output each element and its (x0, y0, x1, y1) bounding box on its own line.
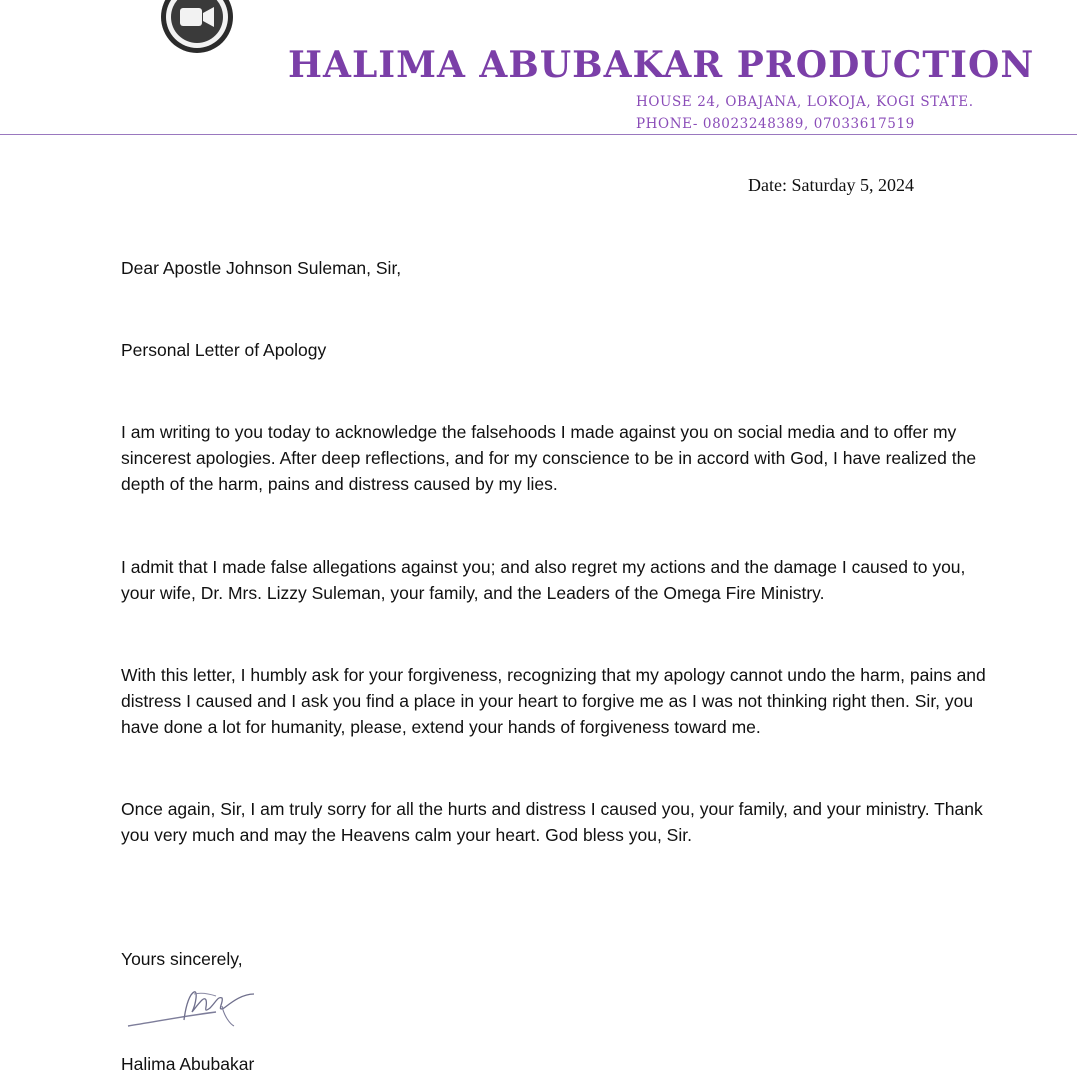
closing: Yours sincerely, (121, 949, 243, 969)
body-paragraph-3: With this letter, I humbly ask for your forgiveness, recognizing that my apology cannot undo the harm, pains and distress I caused and I ask you find a place in your heart to forgive me as I was not thinking right then. Sir, you have done a lot for humanity, please, extend your hands of forgiveness toward me. (121, 665, 986, 737)
body-paragraph-2: I admit that I made false allegations against you; and also regret my actions and the damage I caused to you, your wife, Dr. Mrs. Lizzy Suleman, your family, and the Leaders of the Omega Fire Ministry. (121, 557, 966, 603)
letter-date: Date: Saturday 5, 2024 (748, 175, 914, 195)
salutation: Dear Apostle Johnson Suleman, Sir, (121, 258, 402, 278)
subject-line: Personal Letter of Apology (121, 340, 327, 360)
company-phone: PHONE- 08023248389, 07033617519 (636, 116, 915, 132)
header-divider (0, 134, 1077, 135)
company-address: HOUSE 24, OBAJANA, LOKOJA, KOGI STATE. (636, 94, 974, 110)
body-paragraph-4: Once again, Sir, I am truly sorry for all the hurts and distress I caused you, your family, and your ministry. Thank you very much and may the Heavens calm your heart. God bless you, Sir. (121, 799, 983, 845)
body-paragraph-1: I am writing to you today to acknowledge the falsehoods I made against you on social media and to offer my sincerest apologies. After deep reflections, and for my conscience to be in accord with God, I have realized the depth of the harm, pains and distress caused by my lies. (121, 422, 977, 494)
signer-name: Halima Abubakar (121, 1054, 255, 1074)
company-name: HALIMA ABUBAKAR PRODUCTION (288, 44, 1035, 86)
signature (124, 982, 264, 1036)
video-camera-icon (158, 0, 236, 56)
